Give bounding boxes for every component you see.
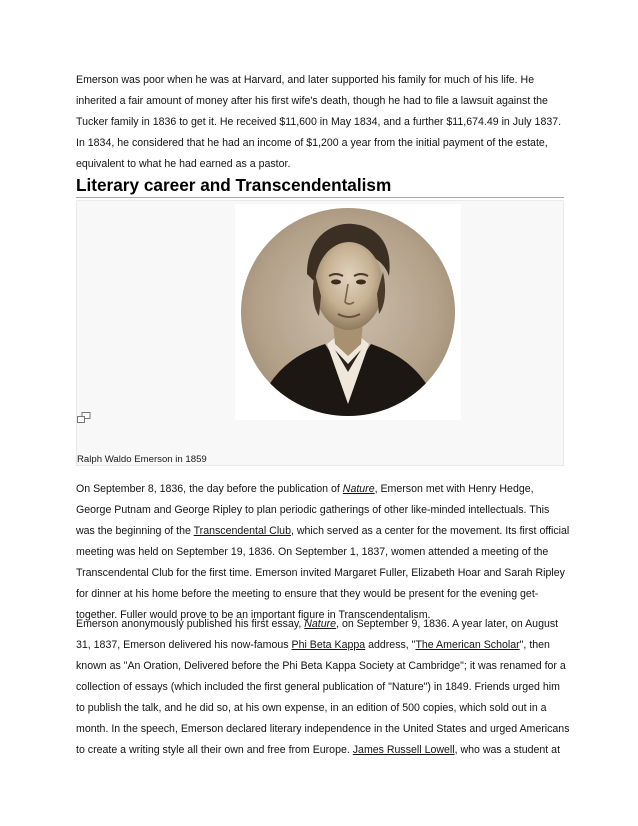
figure-thumbnail bbox=[76, 200, 564, 466]
paragraph-finances: Emerson was poor when he was at Harvard, and later supported his family for much of his life. He inherited a fair amount of money after his first wife's death, though he had to file a lawsuit against the Tucker family in 1836 to get it. He received $11,600 in May 1834, and a further $11,674.49 in July 1837. In 1834, he considered that he had an income of $1,200 a year from the initial payment of the estate, equivalent to what he had earned as a pastor. bbox=[76, 74, 562, 170]
text-run: , who was a student at bbox=[454, 744, 561, 756]
text-run: , Emerson met with Henry Hedge, George Putnam and George Ripley to plan periodic gatherings of other like-minded intellectuals. This was the beginning of the bbox=[76, 483, 550, 537]
text-run: , on September 9, 1836. A year later, on August 31, 1837, Emerson delivered his now-famous bbox=[76, 618, 559, 651]
text-run: On September 8, 1836, the day before the publication of bbox=[76, 483, 343, 495]
paragraph-club bbox=[76, 479, 571, 626]
link-phi-beta-kappa[interactable]: Phi Beta Kappa bbox=[291, 639, 366, 651]
section-heading: Literary career and Transcendentalism bbox=[76, 174, 564, 198]
text-run: Emerson anonymously published his first essay, bbox=[76, 618, 305, 630]
text-run: ", then known as "An Oration, Delivered before the Phi Beta Kappa Society at Cambridge"; it was renamed for a collection of essays (which included the first general publication of "Nature") in 1849. Friends urged him to publish the talk, and he did so, at his own expense, in an edition of 500 copies, which sold out in a month. In the speech, Emerson declared literary independence in the United States and urged Americans to create a writing style all their own and free from Europe. bbox=[76, 639, 570, 756]
emerson-portrait-illustration bbox=[235, 204, 461, 420]
magnify-clip-icon[interactable] bbox=[77, 410, 91, 421]
link-transcendental-club[interactable]: Transcendental Club bbox=[193, 525, 291, 537]
link-nature[interactable]: Nature bbox=[342, 483, 375, 495]
link-james-russell-lowell[interactable]: James Russell Lowell bbox=[352, 744, 455, 756]
portrait-image[interactable] bbox=[235, 204, 461, 420]
text-run: , which served as a center for the movement. Its first official meeting was held on September 19, 1836. On September 1, 1837, women attended a meeting of the Transcendental Club for the first time. Emerson invited Margaret Fuller, Elizabeth Hoar and Sarah Ripley for dinner at his home before the meeting to ensure that they would be present for the evening get-together. Fuller would prove to be an important figure in Transcendentalism. bbox=[76, 525, 570, 621]
figure-caption: Ralph Waldo Emerson in 1859 bbox=[77, 454, 207, 465]
link-nature[interactable]: Nature bbox=[304, 618, 337, 630]
text-run: address, " bbox=[365, 639, 416, 651]
link-american-scholar[interactable]: The American Scholar bbox=[415, 639, 520, 651]
paragraph-nature-essay bbox=[76, 614, 571, 761]
